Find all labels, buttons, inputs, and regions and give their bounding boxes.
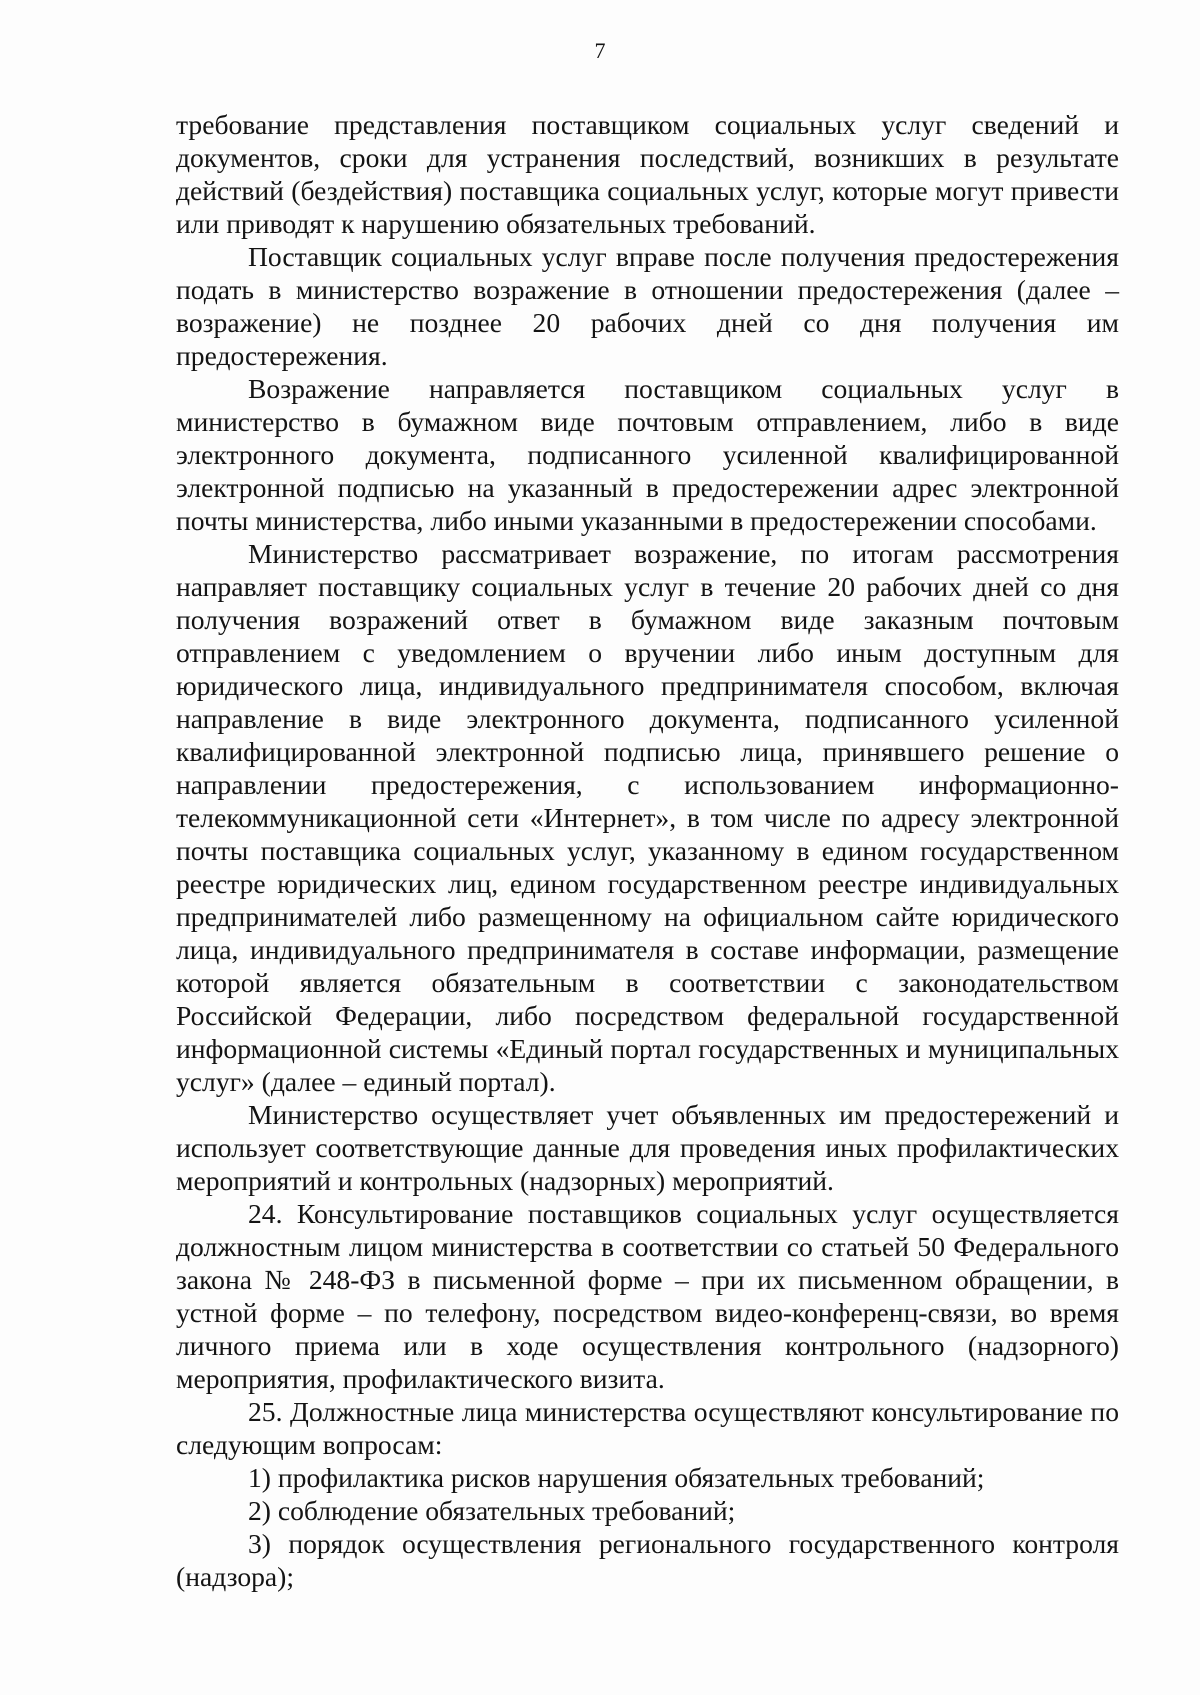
page-number: 7 xyxy=(594,38,606,63)
list-item-1: 1) профилактика рисков нарушения обязательных требований; xyxy=(248,1462,985,1493)
document-body xyxy=(176,108,1119,1593)
paragraph-continuation: требование представления поставщиком социальных услуг сведений и документов, сроки для устранения последствий, возникших в результате действий (бездействия) поставщика социальных услуг, которые могут привести или приводят к нарушению обязательных требований. xyxy=(176,109,1119,239)
paragraph-warnings-accounting: Министерство осуществляет учет объявленных им предостережений и использует соответствующие данные для проведения иных профилактических мероприятий и контрольных (надзорных) мероприятий. xyxy=(176,1099,1119,1196)
list-item-2: 2) соблюдение обязательных требований; xyxy=(248,1495,736,1526)
paragraph-objection-delivery: Возражение направляется поставщиком социальных услуг в министерство в бумажном виде почтовым отправлением, либо в виде электронного документа, подписанного усиленной квалифицированной электронной подписью на указанный в предостережении адрес электронной почты министерства, либо иными указанными в предостережении способами. xyxy=(176,373,1119,536)
paragraph-item-25: 25. Должностные лица министерства осуществляют консультирование по следующим вопросам: xyxy=(176,1396,1119,1460)
paragraph-objection-review: Министерство рассматривает возражение, по итогам рассмотрения направляет поставщику социальных услуг в течение 20 рабочих дней со дня получения возражений ответ в бумажном виде заказным почтовым отправлением с уведомлением о вручении либо иным доступным для юридического лица, индивидуального предпринимателя способом, включая направление в виде электронного документа, подписанного усиленной квалифицированной электронной подписью лица, принявшего решение о направлении предостережения, с использованием информационно-телекоммуникационной сети «Интернет», в том числе по адресу электронной почты поставщика социальных услуг, указанному в едином государственном реестре юридических лиц, едином государственном реестре индивидуальных предпринимателей либо размещенному на официальном сайте юридического лица, индивидуального предпринимателя в составе информации, размещение которой является обязательным в соответствии с законодательством Российской Федерации, либо посредством федеральной государственной информационной системы «Единый портал государственных и муниципальных услуг» (далее – единый портал). xyxy=(176,538,1119,1097)
paragraph-item-24: 24. Консультирование поставщиков социальных услуг осуществляется должностным лицом министерства в соответствии со статьей 50 Федерального закона № 248-ФЗ в письменной форме – при их письменном обращении, в устной форме – по телефону, посредством видео-конференц-связи, во время личного приема или в ходе осуществления контрольного (надзорного) мероприятия, профилактического визита. xyxy=(176,1198,1119,1394)
paragraph-objection-right: Поставщик социальных услуг вправе после получения предостережения подать в министерство возражение в отношении предостережения (далее – возражение) не позднее 20 рабочих дней со дня получения им предостережения. xyxy=(176,241,1119,371)
list-item-3: 3) порядок осуществления регионального государственного контроля (надзора); xyxy=(176,1528,1119,1592)
